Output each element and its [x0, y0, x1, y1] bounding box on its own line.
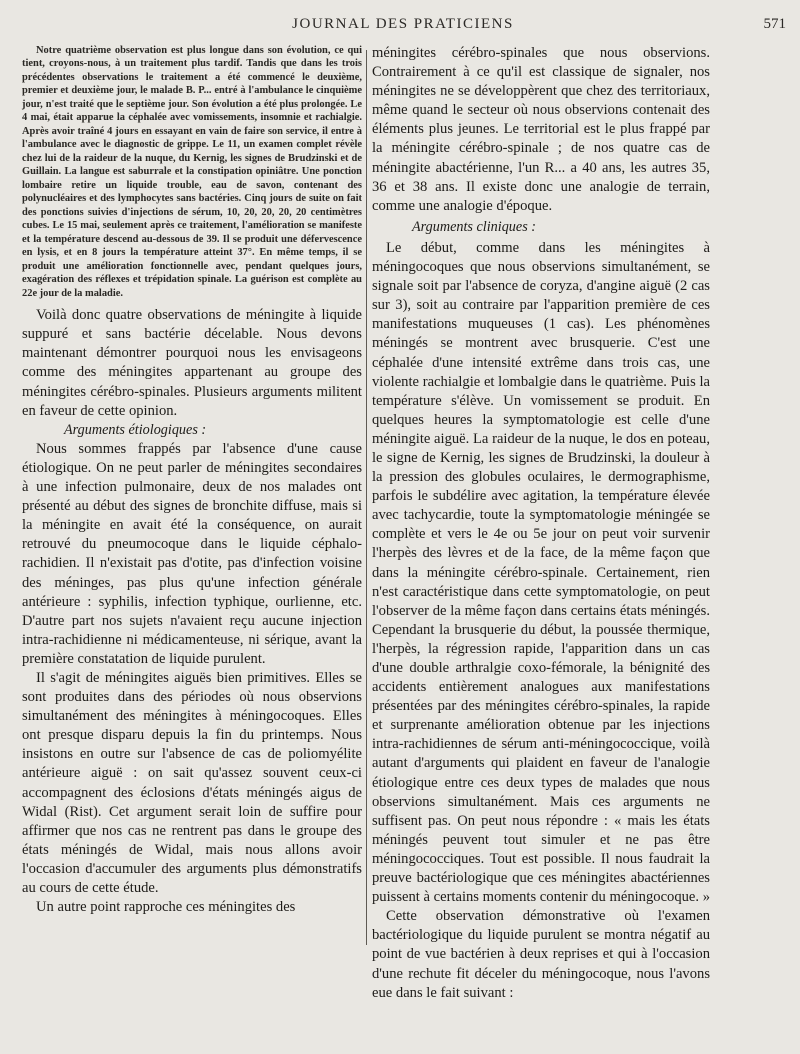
etiological-arguments-heading: Arguments étiologiques : [64, 421, 207, 438]
case-observation-text: Notre quatrième observation est plus longue dans son évolution, ce qui tient, croyons-nous, à un traitement plus tardif. Tandis que dans les trois précédentes observations le traitement a été commencé le deuxième, premier et deuxième jour, le malade B. P... entré à l'ambulance le cinquième jour, n'est traité que le septième jour. Son évolution a été plus prolongée. Le 4 mai, était apparue la céphalée avec vomissements, insomnie et rachialgie. Après avoir traîné 4 jours en essayant en vain de faire son service, il entre à l'ambulance avec le diagnostic de grippe. Le 11, un examen complet révèle chez lui de la raideur de la nuque, du Kernig, les signes de Brudzinski et de Guillain. La langue est saburrale et la constipation opiniâtre. Une ponction lombaire retire un liquide trouble, eau de savon, contenant des polynucléaires et des lymphocytes sans bactéries. Cinq jours de suite on fait des ponctions suivies d'injections de sérum, 10, 20, 20, 20, 20 centimètres cubes. Le 15 mai, seulement après ce traitement, l'amélioration se manifeste et la température descend au-dessous de 39. Il se produit une défervescence en lysis, et en 8 jours la température atteint 37°. En même temps, il se produit une amélioration fonctionnelle avec, pendant quelques jours, exagération des réflexes et trépidation spinale. La guérison est complète au 22e jour de la maladie. [22, 45, 362, 299]
clinical-paragraph: Le début, comme dans les méningites à méningocoques que nous observions simultanément, se signale soit par l'absence de coryza, d'angine aiguë (2 cas sur 3), soit au contraire par l'apparition première de ces manifestations muqueuses (1 cas). Les phénomènes méningés se montrent avec brusquerie. C'est une céphalée d'une intensité extrême dans trois cas, une violente rachialgie et lombalgie dans le quatrième. Puis la température s'élève. Un vomissement se produit. En quelques heures la symptomatologie est celle d'une méningite aiguë. La raideur de la nuque, le dos en poteau, le signe de Kernig, les signes de Brudzinski, la douleur à la pression des globules oculaires, le dermographisme, parfois le subdélire avec agitation, la température élevée avec tachycardie, toute la symptomatologie méningée se complète et vers le 4e ou 5e jour on peut voir survenir l'herpès des lèvres et de la face, de la même façon que dans la méningite cérébro-spinale. Certainement, rien n'est caractéristique dans cette symptomatologie, on peut l'observer de la même façon dans certains états méningés. Cependant la brusquerie du début, la poussée thermique, l'herpès, la régression rapide, l'apparition dans un cas d'une double arthralgie coxo-fémorale, la bénignité des accidents entièrement analogues aux manifestations présentées par des méningites cérébro-spinales, la rapide et surprenante amélioration obtenue par les injections intra-rachidiennes de sérum anti-méningococcique, voilà autant d'arguments qui plaident en faveur de l'analogie étiologique entre ces deux types de malades que nous observions simultanément. Mais ces arguments ne suffisent pas. On peut nous répondre : « mais les états méningés peuvent tout simuler et ne pas être méningococciques. Tout est possible. Il nous faudrait la preuve bactériologique que ces méningites abactériennes puissent à certains moments contenir du méningocoque. » [372, 239, 711, 906]
territorial-paragraph: méningites cérébro-spinales que nous observions. Contrairement à ce qu'il est classique de signaler, nos méningites ne se développèrent que chez des territoriaux, même quand le secteur où nous observions contenait des éléments plus jeunes. Le territorial est le plus frappé par la méningite cérébro-spinale ; de nos quatre cas de méningite abactérienne, l'un R... a 40 ans, les autres 35, 36 et 38 ans. Il existe donc une analogie de terrain, comme une analogie d'époque. [372, 45, 710, 214]
page-header [20, 16, 786, 38]
continuation-paragraph: Un autre point rapproche ces méningites des [36, 899, 296, 916]
case-observation-note [22, 44, 362, 300]
page-number: 571 [763, 16, 786, 32]
column-divider [366, 50, 367, 945]
bacteriology-paragraph: Cette observation démonstrative où l'examen bactériologique du liquide purulent se montra négatif au point de vue bactérien à deux reprises et qui à l'occasion d'une rechute fit déceler du méningocoque, nous l'avons eue dans le fait suivant : [372, 908, 710, 1001]
left-column [22, 44, 362, 917]
primitive-meningitis-paragraph: Il s'agit de méningites aiguës bien primitives. Elles se sont produites dans des périodes où nous observions simultanément des méningites à méningocoques. Elles ont presque disparu depuis la fin du printemps. Nous insistons en outre sur l'absence de cas de poliomyélite antérieure aiguë : on sait qu'assez souvent ceux-ci accompagnent des éclosions d'états méningés aigus de Widal (Rist). Cet argument serait loin de suffire pour affirmer que nos cas ne rentrent pas dans le groupe des états méningés de Widal, mais nous allons avoir l'occasion d'accumuler des arguments plus démonstratifs au cours de cette étude. [22, 669, 362, 897]
etiology-paragraph: Nous sommes frappés par l'absence d'une cause étiologique. On ne peut parler de méningites secondaires à une infection pulmonaire, deux de nos malades ont présenté au début des signes de bronchite diffuse, mais si la méningite en avait été la conséquence, on aurait retrouvé du pneumocoque dans le liquide céphalo-rachidien. Il n'existait pas d'otite, pas d'infection voisine des méninges, pas plus qu'une infection générale antérieure : syphilis, infection typhique, ourlienne, etc. D'autre part nos sujets n'avaient reçu aucune injection intra-rachidienne ni médicamenteuse, ni sérique, avant la première constatation de liquide purulent. [22, 440, 362, 667]
clinical-arguments-heading: Arguments cliniques : [412, 218, 536, 235]
summary-paragraph: Voilà donc quatre observations de méningite à liquide suppuré et sans bactérie décelable. Nous devons maintenant démontrer pourquoi nous les envisageons comme des méningites appartenant au groupe des méningites cérébro-spinales. Plusieurs arguments militent en faveur de cette opinion. [22, 307, 362, 419]
right-column [372, 44, 710, 1003]
running-title: JOURNAL DES PRATICIENS [292, 16, 514, 32]
